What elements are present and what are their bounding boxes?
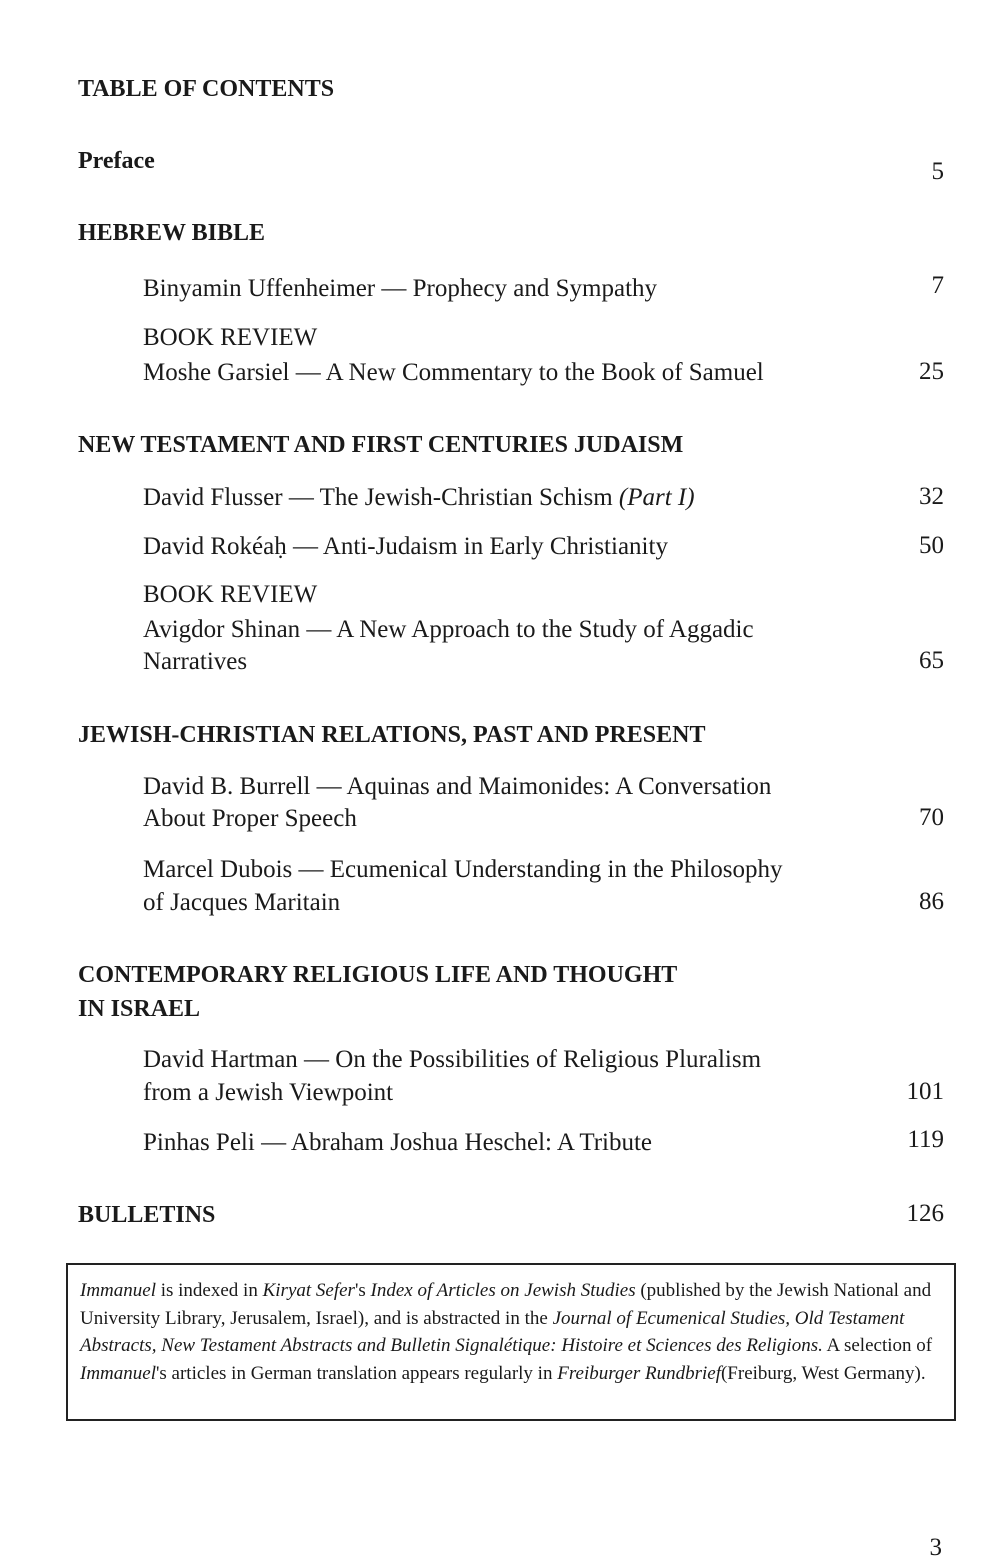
toc-entry-burrell: David B. Burrell — Aquinas and Maimonides: A Conversation [143, 773, 772, 800]
toc-page-rokeah: 50 [919, 532, 944, 559]
section-heading-new-testament: NEW TESTAMENT AND FIRST CENTURIES JUDAISM [78, 432, 684, 458]
note-immanuel: Immanuel [80, 1280, 156, 1301]
toc-page-peli: 119 [907, 1126, 944, 1153]
toc-page-bulletins: 126 [906, 1200, 944, 1227]
book-review-label: BOOK REVIEW [143, 581, 318, 608]
note-journals: Journal of Ecumenical Studies, Old Testament Abstracts, New Testament Abstracts and Bulletin Signalétique: Histoire et Sciences des Religions. [80, 1307, 905, 1356]
toc-page-hartman: 101 [906, 1078, 944, 1105]
toc-entry-dubois: Marcel Dubois — Ecumenical Understanding in the Philosophy [143, 856, 783, 883]
toc-entry-dubois-cont: of Jacques Maritain [143, 889, 341, 916]
note-text: (Freiburg, West Germany). [720, 1362, 926, 1384]
note-immanuel: Immanuel [80, 1362, 156, 1384]
toc-entry-garsiel: Moshe Garsiel — A New Commentary to the Book of Samuel [143, 359, 764, 386]
toc-page-dubois: 86 [919, 888, 944, 915]
note-freiburger: Freiburger Rundbrief [557, 1362, 721, 1384]
section-heading-hebrew-bible: HEBREW BIBLE [78, 220, 265, 246]
book-review-label: BOOK REVIEW [143, 324, 318, 351]
section-heading-relations: JEWISH-CHRISTIAN RELATIONS, PAST AND PRESENT [78, 722, 706, 748]
toc-entry-shinan-cont: Narratives [143, 648, 248, 675]
note-text: is indexed in [155, 1280, 263, 1301]
note-text: A selection of [822, 1335, 933, 1356]
toc-page-shinan: 65 [919, 647, 944, 674]
toc-entry-burrell-cont: About Proper Speech [143, 805, 357, 832]
section-heading-bulletins: BULLETINS [78, 1202, 216, 1228]
note-text: (published by the Jewish National and University Library, Jerusalem, Israel), and is abstracted in the [80, 1280, 932, 1329]
preface-heading: Preface [78, 148, 155, 174]
toc-entry-hartman: David Hartman — On the Possibilities of Religious Pluralism [143, 1046, 762, 1073]
toc-entry-peli: Pinhas Peli — Abraham Joshua Heschel: A Tribute [143, 1129, 653, 1156]
toc-entry-flusser-part: (Part I) [618, 484, 695, 511]
toc-page-uffenheimer: 7 [931, 272, 944, 299]
toc-page-garsiel: 25 [919, 358, 944, 385]
note-text: 's [354, 1280, 371, 1301]
toc-entry-flusser-text: David Flusser — The Jewish-Christian Schism [143, 484, 619, 511]
toc-entry-shinan: Avigdor Shinan — A New Approach to the Study of Aggadic [143, 616, 754, 643]
toc-entry-flusser [143, 481, 695, 514]
toc-page-burrell: 70 [919, 804, 944, 831]
note-index-title: Index of Articles on Jewish Studies [370, 1280, 636, 1301]
note-kiryat-sefer: Kiryat Sefer [262, 1280, 355, 1301]
toc-entry-rokeah: David Rokéaḥ — Anti-Judaism in Early Christianity [143, 533, 668, 560]
toc-title: TABLE OF CONTENTS [78, 76, 335, 102]
section-heading-contemporary: CONTEMPORARY RELIGIOUS LIFE AND THOUGHT [78, 962, 678, 988]
toc-entry-uffenheimer: Binyamin Uffenheimer — Prophecy and Sympathy [143, 275, 658, 302]
preface-page: 5 [931, 158, 944, 185]
page-number: 3 [929, 1534, 942, 1561]
indexing-note-box [66, 1263, 956, 1421]
toc-entry-hartman-cont: from a Jewish Viewpoint [143, 1079, 394, 1106]
toc-page-flusser: 32 [919, 483, 944, 510]
section-heading-contemporary-cont: IN ISRAEL [78, 996, 201, 1022]
note-text: 's articles in German translation appears regularly in [155, 1362, 558, 1384]
